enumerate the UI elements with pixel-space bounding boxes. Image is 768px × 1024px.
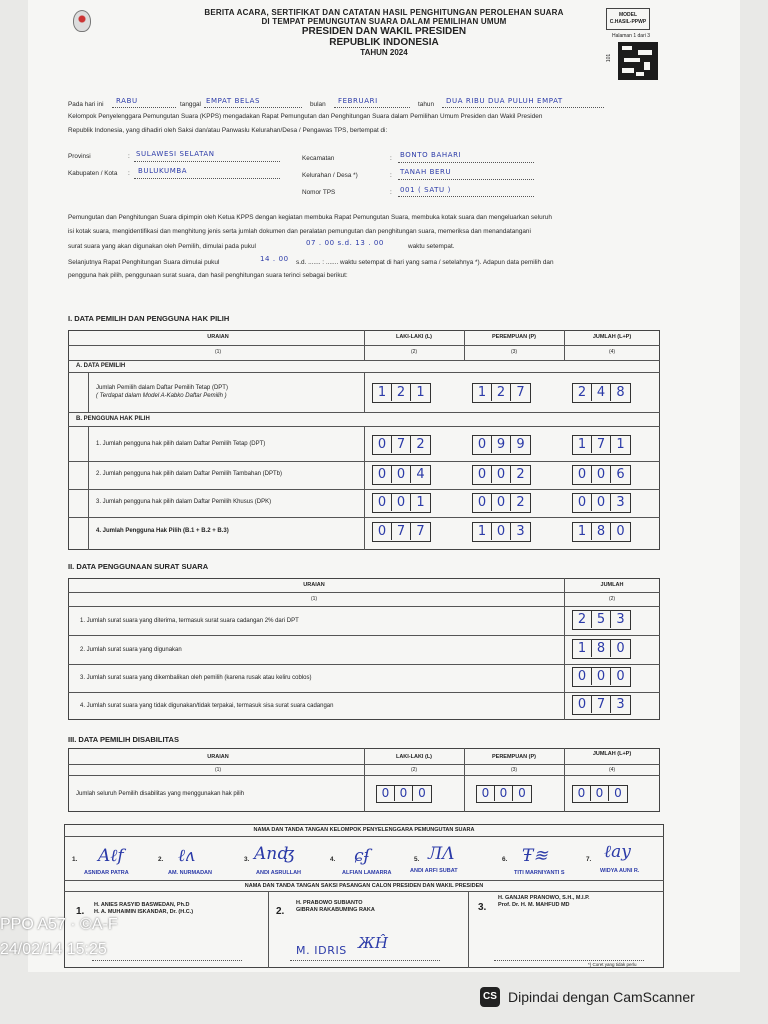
dpt-perempuan [472,383,531,403]
digit-cell: 0 [377,786,395,801]
b4-jumlah [572,522,631,542]
camscanner-icon: CS [480,987,500,1007]
digit-cell: 0 [616,524,625,539]
disabilitas-jumlah [572,785,628,803]
digit-cell: 0 [492,523,511,540]
digit-cell: 3 [616,697,625,712]
side-number: 101 [606,53,613,63]
surat-suara-dikembalikan [572,667,631,687]
digit-cell: 0 [373,523,392,540]
digit-cell: 0 [373,494,392,511]
datetime-watermark: 24/02/14 15:25 [0,941,107,958]
digit-cell: 0 [614,786,622,800]
b3-laki-laki [372,493,431,513]
b2-perempuan [472,465,531,485]
b4-perempuan [472,522,531,542]
digit-cell: 4 [592,384,611,401]
digit-cell: 3 [616,495,625,510]
page-indicator: Halaman 1 dari 3 [611,33,651,39]
digit-cell: 0 [591,786,609,801]
digit-cell: 0 [392,466,411,483]
digit-cell: 8 [592,640,611,657]
digit-cell: 0 [395,786,413,801]
signature-4: ɕʄ [354,846,370,866]
signature-3: Anʤ [254,844,295,864]
digit-cell: 0 [473,466,492,483]
digit-cell: 0 [492,494,511,511]
digit-cell: 1 [616,437,625,452]
digit-cell: 0 [616,669,625,684]
digit-cell: 3 [516,524,525,539]
digit-cell: 0 [592,466,611,483]
digit-cell: 1 [573,640,592,657]
b2-laki-laki [372,465,431,485]
digit-cell: 0 [518,786,526,800]
digit-cell: 2 [516,495,525,510]
device-watermark: PPO A57 · ©A-F [0,916,118,933]
digit-cell: 2 [573,611,592,628]
digit-cell: 7 [592,696,611,713]
signature-7: ℓay [604,842,631,862]
disabilitas-laki-laki [376,785,432,803]
signature-6: Ŧ≋ [522,846,548,866]
b2-jumlah [572,465,631,485]
dpt-jumlah [572,383,631,403]
surat-suara-tidak-digunakan [572,695,631,715]
digit-cell: 9 [492,436,511,453]
digit-cell: 0 [473,494,492,511]
digit-cell: 0 [473,436,492,453]
digit-cell: 0 [373,436,392,453]
digit-cell: 0 [495,786,513,801]
digit-cell: 6 [616,467,625,482]
digit-cell: 7 [592,436,611,453]
digit-cell: 1 [373,384,392,401]
digit-cell: 0 [573,696,592,713]
digit-cell: 0 [418,786,426,800]
disabilitas-perempuan [476,785,532,803]
document-page: BERITA ACARA, SERTIFIKAT DAN CATATAN HASIL PENGHITUNGAN PEROLEHAN SUARA DI TEMPAT PEMUNGUTAN SUARA DALAM PEMILIHAN UMUM PRESIDEN DAN WAKIL PRESIDEN REPUBLIK INDONESIA TAHUN 2024 MODEL C.HASIL-PPWP Halaman 1 dari 3 101 Pada hari ini RABU tanggal EMPAT BELAS bulan FEBRUARI tahun DUA RIBU DUA PULUH EMPAT Kelompok Penyelenggara Pemungutan Suara (KPPS) mengadakan Rapat Pemungutan dan Penghitungan Suara dalam Pemilihan Umum Presiden dan Wakil Presiden Republik Indonesia, yang dihadiri oleh Saksi dan/atau Panwaslu Kelurahan/Desa / Pengawas TPS, bertempat di: Provinsi : SULAWESI SELATAN Kabupaten / Kota : BULUKUMBA Kecamatan : BONTO BAHARI Kelurahan / Desa *) : TANAH BERU Nomor TPS : 001 ( SATU ) Pemungutan dan Penghitungan Suara dipimpin oleh Ketua KPPS dengan kegiatan membuka Rapat Pemungutan Suara, membuka kotak suara dan mengeluarkan seluruh isi kotak suara, mengidentifikasi dan menghitung jenis serta jumlah dokumen dan peralatan pemungutan dan penghitungan suara, memeriksa dan menandatangani surat suara yang akan digunakan oleh Pemilih, dimulai pada pukul 07 . 00 s.d. 13 . 00 waktu setempat. Selanjutnya Rapat Penghitungan Suara dimulai pukul 14 . 00 s.d. ....... : ....... waktu setempat di hari yang sama / setelahnya *). Adapun data pemilih dan pengguna hak pilih, penggunaan surat suara, dan hasil penghitungan suara terinci sebagai berikut: I. DATA PEMILIH DAN PENGGUNA HAK PILIH URAIAN LAKI-LAKI (L) PEREMPUAN (P) JUMLAH (L+P) (1) (2) (3) (4) A. DATA PEMILIH Jumlah Pemilih dalam Daftar Pemilih Tetap (DPT) ( Terdapat dalam Model A-Kabko Daftar Pemilih ) B. PENGGUNA HAK PILIH 1. Jumlah pengguna hak pilih dalam Daftar Pemilih Tetap (DPT) 2. Jumlah pengguna hak pilih dalam Daftar Pemilih Tambahan (DPTb) 3. Jumlah pengguna hak pilih dalam Daftar Pemilih Khusus (DPK) 4. Jumlah Pengguna Hak Pilih (B.1 + B.2 + B.3) 1 2 1 1 2 7 2 4 8 0 7 2 0 9 9 1 7 1 0 0 4 0 0 2 0 0 6 0 0 1 0 0 2 0 0 3 0 7 7 1 0 3 1 8 0 II. DATA PENGGUNAAN SURAT SUARA URAIAN JUMLAH (1) (2) 1. Jumlah surat suara yang diterima, termasuk surat suara cadangan 2% dari DPT 2. Jumlah surat suara yang digunakan 3. Jumlah surat suara yang dikembalikan oleh pemilih (karena rusak atau keliru coblos) 4. Jumlah surat suara yang tidak digunakan/tidak terpakai, termasuk sisa surat suara cadangan 2 5 3 1 8 0 0 0 0 0 7 3 III. DATA PEMILIH DISABILITAS URAIAN LAKI-LAKI (L) PEREMPUAN (P) JUMLAH (L+P) (1) (2) (3) (4) Jumlah seluruh Pemilih disabilitas yang menggunakan hak pilih 0 0 0 0 0 0 0 0 0 NAMA DAN TANDA TANGAN KELOMPOK PENYELENGGARA PEMUNGUTAN SUARA NAMA DAN TANDA TANGAN SAKSI PASANGAN CALON PRESIDEN DAN WAKIL PRESIDEN 1. Aℓf ASNIDAR PATRA 2. ℓʌ AM. NURMADAN 3. Anʤ ANDI ASRULLAH 4. ɕʄ ALFIAN LAMARRA 5. ЛΛ ANDI ARFI SUBAT 6. Ŧ≋ TITI MARNIYANTI S 7. ℓay WIDYA AUNI R. 1. H. ANIES RASYID BASWEDAN, Ph.D H. A. MUHAIMIN ISKANDAR, Dr. (H.C.) 2. H. PRABOWO SUBIANTO GIBRAN RAKABUMING RAKA 3. H. GANJAR PRANOWO, S.H., M.I.P. Prof. Dr. H. M. MAHFUD MD M. IDRIS ЖĤ *) Coret yang tidak perlu [28,0,740,972]
section-1-title: I. DATA PEMILIH DAN PENGGUNA HAK PILIH [68,314,230,323]
digit-cell: 1 [473,523,492,540]
digit-cell: 1 [416,385,425,400]
digit-cell: 4 [416,467,425,482]
digit-cell: 8 [616,385,625,400]
digit-cell: 5 [592,611,611,628]
section-3-title: III. DATA PEMILIH DISABILITAS [68,735,179,744]
surat-suara-diterima [572,610,631,630]
digit-cell: 8 [592,523,611,540]
digit-cell: 7 [516,385,525,400]
dpt-laki-laki [372,383,431,403]
b4-laki-laki [372,522,431,542]
digit-cell: 1 [573,523,592,540]
digit-cell: 0 [392,494,411,511]
digit-cell: 0 [592,668,611,685]
digit-cell: 1 [573,436,592,453]
b1-perempuan [472,435,531,455]
digit-cell: 2 [492,384,511,401]
b3-perempuan [472,493,531,513]
digit-cell: 7 [392,523,411,540]
digit-cell: 2 [516,467,525,482]
b3-jumlah [572,493,631,513]
digit-cell: 2 [416,437,425,452]
digit-cell: 7 [392,436,411,453]
signature-2: ℓʌ [178,846,195,866]
digit-cell: 3 [616,612,625,627]
saksi-2-signature: ЖĤ [358,934,388,952]
digit-cell: 2 [573,384,592,401]
b1-laki-laki [372,435,431,455]
digit-cell: 7 [416,524,425,539]
section-2-title: II. DATA PENGGUNAAN SURAT SUARA [68,562,209,571]
digit-cell: 0 [573,466,592,483]
digit-cell: 0 [492,466,511,483]
digit-cell: 1 [416,495,425,510]
model-box: MODEL C.HASIL-PPWP [606,8,650,30]
digit-cell: 0 [477,786,495,801]
digit-cell: 0 [573,786,591,801]
document-header: BERITA ACARA, SERTIFIKAT DAN CATATAN HASIL PENGHITUNGAN PEROLEHAN SUARA DI TEMPAT PEMUNGUTAN SUARA DALAM PEMILIHAN UMUM PRESIDEN DAN WAKIL PRESIDEN REPUBLIK INDONESIA TAHUN 2024 [204,8,564,57]
digit-cell: 0 [373,466,392,483]
saksi-2-name: M. IDRIS [296,944,347,957]
signature-1: Aℓf [98,846,124,866]
camscanner-badge [480,982,695,1012]
camscanner-text: Dipindai dengan CamScanner [508,989,695,1005]
signature-5: ЛΛ [428,844,455,864]
surat-suara-digunakan [572,639,631,659]
digit-cell: 0 [592,494,611,511]
digit-cell: 0 [616,641,625,656]
digit-cell: 0 [573,668,592,685]
b1-jumlah [572,435,631,455]
digit-cell: 0 [573,494,592,511]
digit-cell: 1 [473,384,492,401]
qr-code-icon [618,42,658,80]
digit-cell: 2 [392,384,411,401]
digit-cell: 9 [516,437,525,452]
